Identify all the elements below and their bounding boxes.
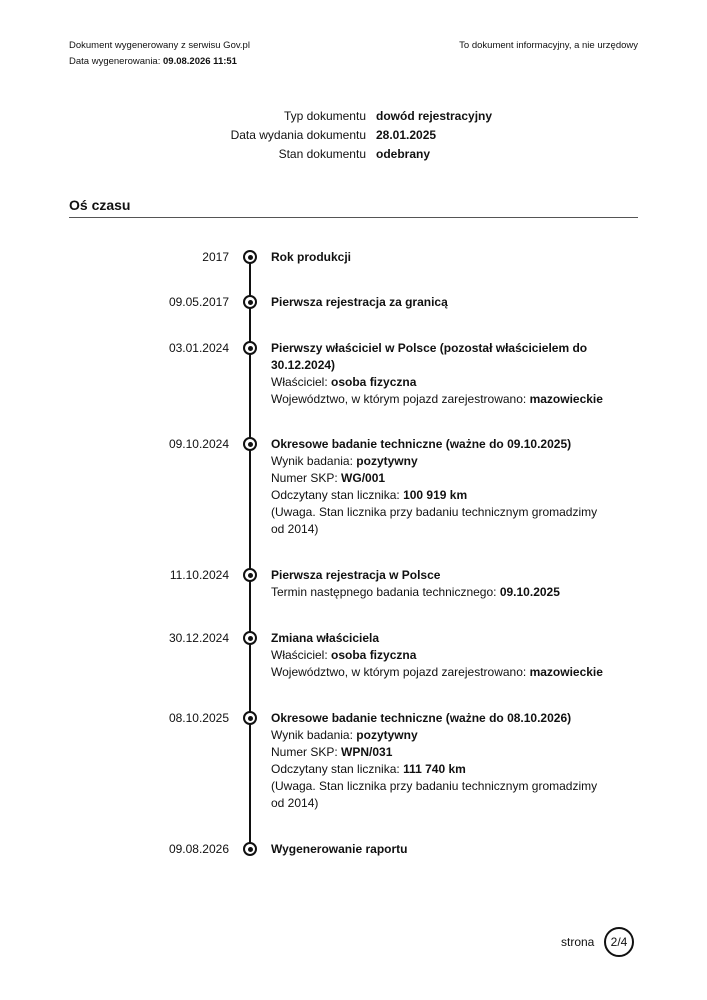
issue-date-row bbox=[0, 126, 707, 145]
doc-type-label: Typ dokumentu bbox=[283, 109, 366, 123]
event-detail-value: WPN/031 bbox=[341, 745, 393, 759]
event-detail-value: mazowieckie bbox=[529, 392, 603, 406]
event-detail-value: 111 740 km bbox=[403, 762, 466, 776]
event-detail-value: osoba fizyczna bbox=[331, 648, 417, 662]
event-body bbox=[271, 630, 611, 681]
event-title: Rok produkcji bbox=[271, 250, 352, 264]
event-detail-label: (Uwaga. Stan licznika przy badaniu technicznym gromadzimy od 2014) bbox=[271, 505, 598, 536]
event-body bbox=[271, 249, 611, 266]
event-title: Okresowe badanie techniczne (ważne do 09.10.2025) bbox=[271, 437, 572, 451]
event-detail-label: (Uwaga. Stan licznika przy badaniu technicznym gromadzimy od 2014) bbox=[271, 779, 598, 810]
issue-date-value: 28.01.2025 bbox=[376, 128, 437, 142]
event-detail bbox=[271, 487, 611, 504]
timeline-dot-icon bbox=[243, 631, 257, 645]
event-detail-value: osoba fizyczna bbox=[331, 375, 417, 389]
issue-date-label: Data wydania dokumentu bbox=[230, 128, 366, 142]
event-detail-label: Numer SKP: bbox=[271, 471, 342, 485]
event-detail-label: Województwo, w którym pojazd zarejestrowano: bbox=[271, 392, 530, 406]
timeline-dot-icon bbox=[243, 568, 257, 582]
event-body bbox=[271, 294, 611, 311]
event-date: 11.10.2024 bbox=[169, 568, 229, 582]
doc-status-label: Stan dokumentu bbox=[278, 147, 366, 161]
event-detail bbox=[271, 647, 611, 664]
event-title: Okresowe badanie techniczne (ważne do 08.10.2026) bbox=[271, 711, 572, 725]
doc-status-row bbox=[0, 145, 707, 164]
event-date: 09.08.2026 bbox=[168, 842, 229, 856]
event-detail-label: Właściciel: bbox=[271, 648, 332, 662]
document-info bbox=[0, 107, 707, 164]
event-date: 03.01.2024 bbox=[168, 341, 229, 355]
event-detail-label: Numer SKP: bbox=[271, 745, 342, 759]
event-title: Pierwsza rejestracja w Polsce bbox=[271, 568, 441, 582]
event-detail-label: Województwo, w którym pojazd zarejestrowano: bbox=[271, 665, 530, 679]
doc-status-value: odebrany bbox=[376, 147, 431, 161]
generation-date bbox=[69, 56, 237, 68]
event-title: Wygenerowanie raportu bbox=[271, 842, 408, 856]
timeline-dot-icon bbox=[243, 295, 257, 309]
event-body bbox=[271, 340, 611, 408]
event-detail-value: pozytywny bbox=[356, 454, 418, 468]
event-detail bbox=[271, 744, 611, 761]
timeline-dot-icon bbox=[243, 842, 257, 856]
page-number: 2/4 bbox=[610, 935, 628, 949]
event-detail bbox=[271, 778, 611, 812]
event-detail-value: 100 919 km bbox=[403, 488, 468, 502]
event-detail bbox=[271, 584, 611, 601]
event-detail bbox=[271, 470, 611, 487]
event-date: 08.10.2025 bbox=[168, 711, 229, 725]
event-detail-value: pozytywny bbox=[356, 728, 418, 742]
event-detail-label: Odczytany stan licznika: bbox=[271, 488, 404, 502]
event-body bbox=[271, 710, 611, 812]
timeline-dot-icon bbox=[243, 437, 257, 451]
event-date: 30.12.2024 bbox=[168, 631, 229, 645]
event-body bbox=[271, 436, 611, 538]
page-label: strona bbox=[561, 935, 595, 949]
event-detail bbox=[271, 504, 611, 538]
event-detail bbox=[271, 664, 611, 681]
event-detail bbox=[271, 391, 611, 408]
timeline-dot-icon bbox=[243, 341, 257, 355]
event-detail bbox=[271, 374, 611, 391]
timeline-dot-icon bbox=[243, 250, 257, 264]
event-detail-label: Wynik badania: bbox=[271, 454, 357, 468]
event-body bbox=[271, 841, 611, 858]
doc-type-row bbox=[0, 107, 707, 126]
event-detail bbox=[271, 761, 611, 778]
event-detail-value: mazowieckie bbox=[529, 665, 603, 679]
informational-note: To dokument informacyjny, a nie urzędowy bbox=[459, 40, 638, 51]
event-detail bbox=[271, 727, 611, 744]
page-number-badge bbox=[604, 927, 634, 957]
event-title: Pierwszy właściciel w Polsce (pozostał właścicielem do 30.12.2024) bbox=[271, 341, 588, 372]
generated-from-note: Dokument wygenerowany z serwisu Gov.pl bbox=[69, 40, 250, 51]
section-title: Oś czasu bbox=[69, 197, 131, 213]
event-detail-label: Odczytany stan licznika: bbox=[271, 762, 404, 776]
event-detail-label: Właściciel: bbox=[271, 375, 332, 389]
generation-date-value: 09.08.2026 11:51 bbox=[163, 56, 237, 67]
event-date: 2017 bbox=[202, 250, 229, 264]
section-divider bbox=[69, 217, 638, 218]
event-date: 09.10.2024 bbox=[168, 437, 229, 451]
event-title: Pierwsza rejestracja za granicą bbox=[271, 295, 448, 309]
timeline-dot-icon bbox=[243, 711, 257, 725]
event-detail-value: 09.10.2025 bbox=[499, 585, 560, 599]
event-detail-label: Wynik badania: bbox=[271, 728, 357, 742]
event-date: 09.05.2017 bbox=[168, 295, 229, 309]
event-detail-value: WG/001 bbox=[341, 471, 386, 485]
doc-type-value: dowód rejestracyjny bbox=[376, 109, 493, 123]
event-body bbox=[271, 567, 611, 601]
generation-date-label: Data wygenerowania: bbox=[69, 56, 161, 67]
event-title: Zmiana właściciela bbox=[271, 631, 380, 645]
event-detail-label: Termin następnego badania technicznego: bbox=[271, 585, 500, 599]
event-detail bbox=[271, 453, 611, 470]
